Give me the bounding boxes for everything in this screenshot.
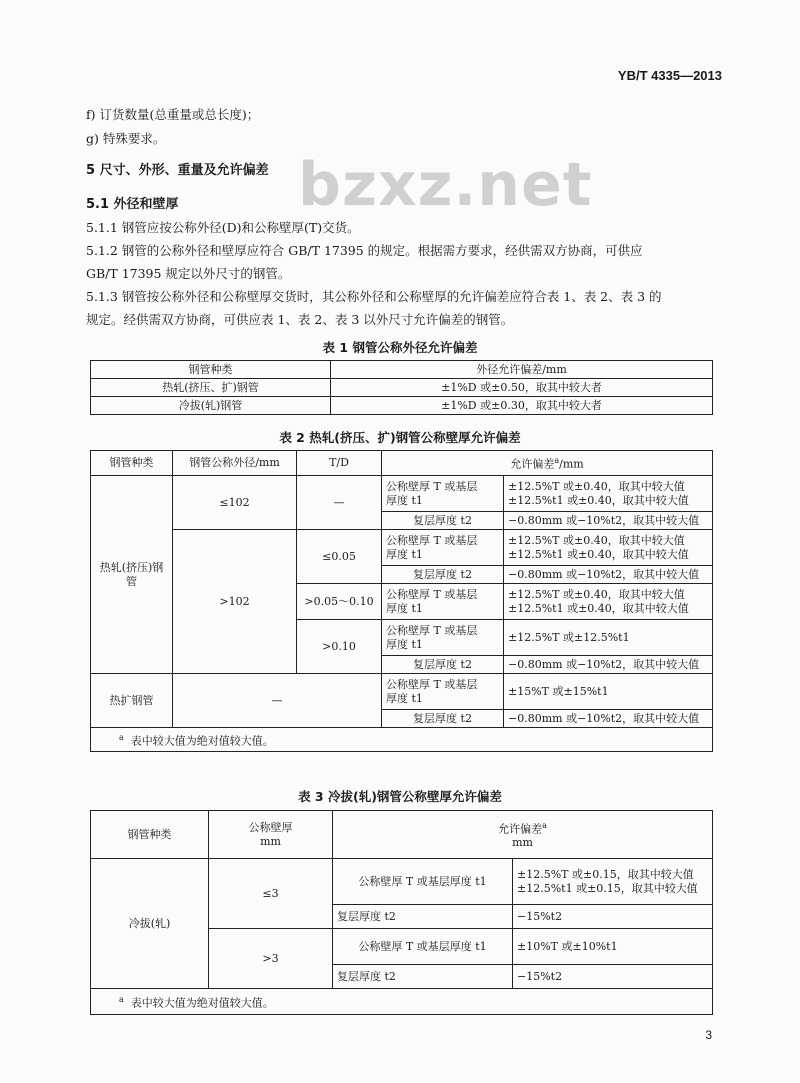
table1-cell: 热轧(挤压、扩)钢管	[91, 379, 331, 397]
table-row	[91, 379, 713, 397]
table2-header-od: 钢管公称外径/mm	[173, 451, 297, 476]
table1	[90, 360, 713, 415]
label-line: 公称壁厚 T 或基层	[386, 623, 478, 637]
header-line	[337, 819, 708, 837]
table3-tol-clad: −15%t2	[513, 905, 713, 929]
table2-note-text: 表中较大值为绝对值较大值。	[130, 734, 274, 748]
label-line: 厚度 t1	[386, 637, 423, 651]
table3-note	[91, 989, 713, 1015]
table1-caption: 表 1 钢管公称外径允许偏差	[322, 340, 478, 355]
table3-note-mark: a	[119, 994, 124, 1004]
table3-thk-gt3: >3	[209, 929, 333, 989]
table2-label-nominal	[382, 584, 504, 620]
section-heading-5-1: 5.1 外径和壁厚	[86, 197, 179, 212]
table2-tol-expanded: ±15%T 或±15%t1	[504, 674, 713, 710]
table2-header-td: T/D	[297, 451, 382, 476]
table2-label-nominal	[382, 620, 504, 656]
table3-tol-le3	[513, 859, 713, 905]
table2-header-type: 钢管种类	[91, 451, 173, 476]
label-line: 厚度 t1	[386, 547, 423, 561]
tol-line: ±12.5%T 或±0.40，取其中较大值	[508, 587, 685, 601]
label-line: 公称壁厚 T 或基层	[386, 533, 478, 547]
table2-label-nominal	[382, 476, 504, 512]
table3	[90, 810, 713, 1015]
table2-note-row	[91, 728, 713, 752]
table2-header-tolerance-label: 允许偏差	[510, 457, 555, 471]
label-line: 公称壁厚 T 或基层	[386, 479, 478, 493]
table2-tol-clad: −0.80mm 或−10%t2，取其中较大值	[504, 710, 713, 728]
table2-type-hot-expanded: 热扩钢管	[91, 674, 173, 728]
table3-label-clad: 复层厚度 t2	[333, 905, 513, 929]
clause-5-1-2-cont: GB/T 17395 规定以外尺寸的钢管。	[86, 266, 291, 281]
tol-line: ±12.5%t1 或±0.15，取其中较大值	[517, 881, 698, 895]
label-line: 公称壁厚 T 或基层	[386, 677, 478, 691]
clause-5-1-3-cont: 规定。经供需双方协商，可供应表 1、表 2、表 3 以外尺寸允许偏差的钢管。	[86, 312, 514, 327]
table3-header-type: 钢管种类	[91, 811, 209, 859]
table1-cell: 冷拔(轧)钢管	[91, 397, 331, 415]
table2-header-tolerance-sup: a	[554, 456, 560, 466]
table1-header-row	[91, 361, 713, 379]
table3-label-nominal: 公称壁厚 T 或基层厚度 t1	[333, 859, 513, 905]
table2-tol-12-5	[504, 476, 713, 512]
tol-line: ±12.5%t1 或±0.40，取其中较大值	[508, 601, 689, 615]
table2-caption: 表 2 热轧(挤压、扩)钢管公称壁厚允许偏差	[279, 430, 521, 445]
table3-label-clad: 复层厚度 t2	[333, 965, 513, 989]
header-unit: mm	[512, 836, 533, 850]
table2-tol-clad: −0.80mm 或−10%t2，取其中较大值	[504, 566, 713, 584]
table3-tol-clad: −15%t2	[513, 965, 713, 989]
table2-tol-gt010: ±12.5%T 或±12.5%t1	[504, 620, 713, 656]
header-unit: mm	[260, 834, 281, 848]
tol-line: ±12.5%t1 或±0.40，取其中较大值	[508, 493, 689, 507]
watermark: bzxz.net	[298, 150, 593, 220]
table3-thk-le3: ≤3	[209, 859, 333, 929]
label-line: 厚度 t1	[386, 493, 423, 507]
table1-header-type: 钢管种类	[91, 361, 331, 379]
table2-note	[91, 728, 713, 752]
table2-label-clad: 复层厚度 t2	[382, 656, 504, 674]
table3-tol-gt3: ±10%T 或±10%t1	[513, 929, 713, 965]
document-code: YB/T 4335—2013	[617, 68, 722, 83]
table3-header-tolerance	[333, 811, 713, 859]
table2-td-mid: >0.05～0.10	[297, 584, 382, 620]
table2-header-tolerance-unit: /mm	[559, 457, 584, 471]
table2-td-dash: —	[297, 476, 382, 530]
table-row	[91, 674, 713, 710]
table2-type-hot-rolled: 热轧(挤压)钢管	[91, 476, 173, 674]
header-text: 允许偏差	[498, 822, 543, 836]
section-heading-5: 5 尺寸、外形、重量及允许偏差	[86, 163, 269, 178]
table1-header-tolerance: 外径允许偏差/mm	[331, 361, 713, 379]
table2-header-row	[91, 451, 713, 476]
table2-label-nominal	[382, 674, 504, 710]
label-line: 厚度 t1	[386, 601, 423, 615]
table2-tol-12-5	[504, 530, 713, 566]
label-line: 厚度 t1	[386, 691, 423, 705]
table3-header-row	[91, 811, 713, 859]
table3-note-text: 表中较大值为绝对值较大值。	[130, 996, 274, 1010]
table2-tol-clad: −0.80mm 或−10%t2，取其中较大值	[504, 512, 713, 530]
table2-od-gt102: >102	[173, 530, 297, 674]
clause-5-1-2: 5.1.2 钢管的公称外径和壁厚应符合 GB/T 17395 的规定。根据需方要求，经供需双方协商，可供应	[86, 243, 643, 258]
table2-td-le005: ≤0.05	[297, 530, 382, 584]
table3-type-cold: 冷拔(轧)	[91, 859, 209, 989]
tol-line: ±12.5%T 或±0.40，取其中较大值	[508, 479, 685, 493]
list-item-f: f) 订货数量(总重量或总长度)；	[86, 107, 260, 122]
table2-td-gt010: >0.10	[297, 620, 382, 674]
table2-label-clad: 复层厚度 t2	[382, 512, 504, 530]
table2-od-le102: ≤102	[173, 476, 297, 530]
table3-label-nominal: 公称壁厚 T 或基层厚度 t1	[333, 929, 513, 965]
list-item-g: g) 特殊要求。	[86, 131, 166, 146]
table1-cell: ±1%D 或±0.30，取其中较大者	[331, 397, 713, 415]
table-row	[91, 397, 713, 415]
clause-5-1-3: 5.1.3 钢管按公称外径和公称壁厚交货时，其公称外径和公称壁厚的允许偏差应符合表 1、表 2、表 3 的	[86, 289, 662, 304]
header-line: 公称壁厚	[248, 820, 293, 834]
header-sup: a	[542, 820, 547, 830]
tol-line: ±12.5%T 或±0.15，取其中较大值	[517, 867, 694, 881]
page-number: 3	[705, 1028, 712, 1042]
table2-label-clad: 复层厚度 t2	[382, 710, 504, 728]
label-line: 公称壁厚 T 或基层	[386, 587, 478, 601]
table-row	[91, 530, 713, 566]
table3-caption: 表 3 冷拔(轧)钢管公称壁厚允许偏差	[298, 789, 502, 804]
table-row	[91, 476, 713, 512]
table3-header-thickness	[209, 811, 333, 859]
table2-expanded-dash: —	[173, 674, 382, 728]
tol-line: ±12.5%T 或±0.40，取其中较大值	[508, 533, 685, 547]
table2-note-mark: a	[119, 732, 124, 742]
clause-5-1-1: 5.1.1 钢管应按公称外径(D)和公称壁厚(T)交货。	[86, 220, 360, 235]
table2-tol-12-5	[504, 584, 713, 620]
table3-note-row	[91, 989, 713, 1015]
table-row	[91, 859, 713, 905]
table2-label-clad: 复层厚度 t2	[382, 566, 504, 584]
table2-header-tolerance	[382, 451, 713, 476]
table2-tol-clad: −0.80mm 或−10%t2，取其中较大值	[504, 656, 713, 674]
table1-cell: ±1%D 或±0.50，取其中较大者	[331, 379, 713, 397]
table2-label-nominal	[382, 530, 504, 566]
table2	[90, 450, 713, 752]
tol-line: ±12.5%t1 或±0.40，取其中较大值	[508, 547, 689, 561]
